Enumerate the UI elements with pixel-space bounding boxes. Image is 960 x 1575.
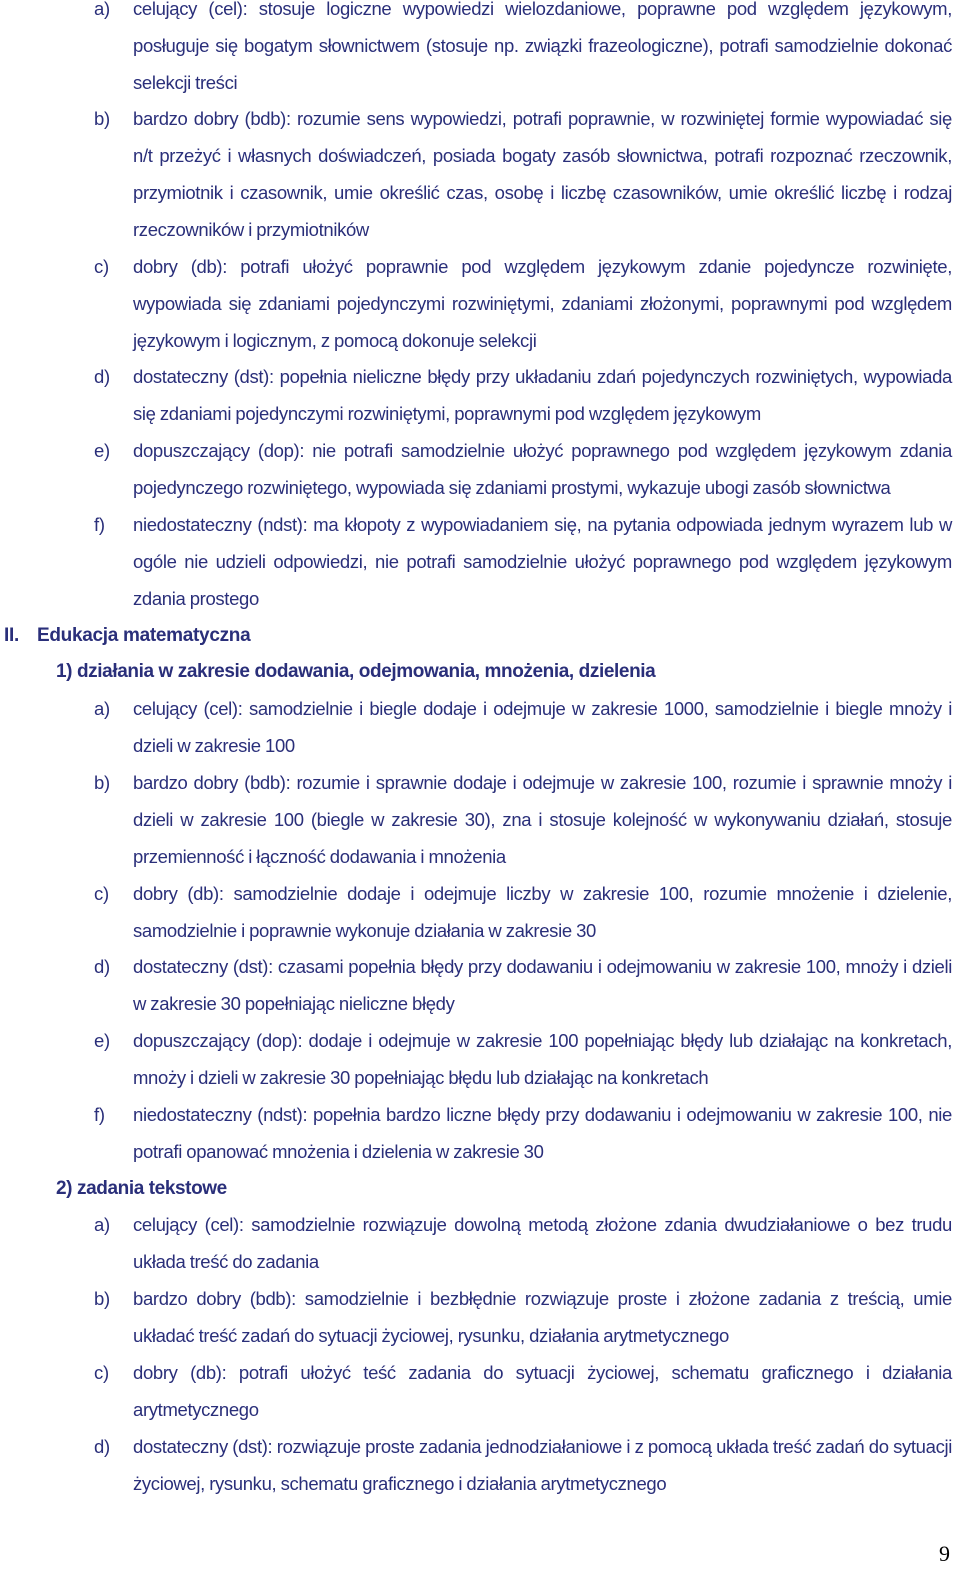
- item-label: e): [94, 440, 110, 461]
- item-label: b): [94, 108, 110, 129]
- item-text: dobry (db): potrafi ułożyć teść zadania do sytuacji życiowej, schematu graficznego i działania arytmetycznego: [133, 1362, 952, 1420]
- item-text: dostateczny (dst): czasami popełnia błędy przy dodawaniu i odejmowaniu w zakresie 100, mnoży i dzieli w zakresie 30 popełniając nieliczne błędy: [133, 956, 952, 1014]
- section-title: Edukacja matematyczna: [37, 625, 251, 646]
- item-label: b): [94, 772, 110, 793]
- page-number: 9: [939, 1541, 950, 1566]
- item-text: niedostateczny (ndst): ma kłopoty z wypowiadaniem się, na pytania odpowiada jednym wyrazem lub w ogóle nie udzieli odpowiedzi, nie potrafi samodzielnie ułożyć poprawnego pod względem językowym zdania prostego: [133, 514, 952, 609]
- item-label: d): [94, 956, 110, 977]
- item-text: celujący (cel): stosuje logiczne wypowiedzi wielozdaniowe, poprawne pod względem językowym, posługuje się bogatym słownictwem (stosuje np. związki frazeologiczne), potrafi samodzielnie dokonać selekcji treści: [133, 0, 952, 93]
- list-item: [94, 765, 952, 876]
- item-label: a): [94, 698, 110, 719]
- subsection-heading: 1) działania w zakresie dodawania, odejmowania, mnożenia, dzielenia: [56, 661, 656, 682]
- item-text: celujący (cel): samodzielnie rozwiązuje dowolną metodą złożone zdania dwudziałaniowe o bez trudu układa treść do zadania: [133, 1214, 952, 1272]
- section-number: II.: [4, 625, 19, 646]
- item-text: dobry (db): potrafi ułożyć poprawnie pod względem językowym zdanie pojedyncze rozwinięte, wypowiada się zdaniami pojedynczymi rozwiniętymi, zdaniami złożonymi, poprawnymi pod względem językowym i logicznym, z pomocą dokonuje selekcji: [133, 256, 952, 351]
- item-text: niedostateczny (ndst): popełnia bardzo liczne błędy przy dodawaniu i odejmowaniu w zakresie 100, nie potrafi opanować mnożenia i dzielenia w zakresie 30: [133, 1104, 952, 1162]
- list-item: [94, 1023, 952, 1097]
- section-heading: [4, 618, 250, 655]
- list-item: [94, 1097, 952, 1171]
- list-item: [94, 949, 952, 1023]
- item-label: d): [94, 1436, 110, 1457]
- subsection-heading: 2) zadania tekstowe: [56, 1178, 227, 1199]
- list-item: [94, 249, 952, 360]
- item-label: a): [94, 0, 110, 19]
- item-label: e): [94, 1030, 110, 1051]
- item-label: c): [94, 1362, 109, 1383]
- list-item: [94, 1207, 952, 1281]
- item-label: d): [94, 366, 110, 387]
- item-label: a): [94, 1214, 110, 1235]
- list-item: [94, 1355, 952, 1429]
- item-text: dopuszczający (dop): dodaje i odejmuje w zakresie 100 popełniając błędy lub działając na konkretach, mnoży i dzieli w zakresie 30 popełniając błędu lub działając na konkretach: [133, 1030, 952, 1088]
- item-label: c): [94, 256, 109, 277]
- list-item: [94, 1281, 952, 1355]
- item-label: b): [94, 1288, 110, 1309]
- item-text: bardzo dobry (bdb): samodzielnie i bezbłędnie rozwiązuje proste i złożone zadania z treścią, umie układać treść zadań do sytuacji życiowej, rysunku, działania arytmetycznego: [133, 1288, 952, 1346]
- list-item: [94, 1429, 952, 1503]
- list-item: [94, 0, 952, 102]
- list-item: [94, 101, 952, 249]
- item-label: f): [94, 514, 105, 535]
- item-text: dostateczny (dst): rozwiązuje proste zadania jednodziałaniowe i z pomocą układa treść zadań do sytuacji życiowej, rysunku, schematu graficznego i działania arytmetycznego: [133, 1436, 952, 1494]
- item-label: f): [94, 1104, 105, 1125]
- list-item: [94, 359, 952, 433]
- item-text: bardzo dobry (bdb): rozumie sens wypowiedzi, potrafi poprawnie, w rozwiniętej formie wypowiadać się n/t przeżyć i własnych doświadczeń, posiada bogaty zasób słownictwa, potrafi rozpoznać rzeczownik, przymiotnik i czasownik, umie określić czas, osobę i liczbę czasowników, umie określić liczbę i rodzaj rzeczowników i przymiotników: [133, 108, 952, 240]
- item-label: c): [94, 883, 109, 904]
- item-text: bardzo dobry (bdb): rozumie i sprawnie dodaje i odejmuje w zakresie 100, rozumie i sprawnie mnoży i dzieli w zakresie 100 (biegle w zakresie 30), zna i stosuje kolejność w wykonywaniu działań, stosuje przemienność i łączność dodawania i mnożenia: [133, 772, 952, 867]
- list-item: [94, 876, 952, 950]
- item-text: dobry (db): samodzielnie dodaje i odejmuje liczby w zakresie 100, rozumie mnożenie i dzielenie, samodzielnie i poprawnie wykonuje działania w zakresie 30: [133, 883, 952, 941]
- item-text: dostateczny (dst): popełnia nieliczne błędy przy układaniu zdań pojedynczych rozwiniętych, wypowiada się zdaniami pojedynczymi rozwiniętymi, poprawnymi pod względem językowym: [133, 366, 952, 424]
- item-text: dopuszczający (dop): nie potrafi samodzielnie ułożyć poprawnego pod względem językowym zdania pojedynczego rozwiniętego, wypowiada się zdaniami prostymi, wykazuje ubogi zasób słownictwa: [133, 440, 952, 498]
- item-text: celujący (cel): samodzielnie i biegle dodaje i odejmuje w zakresie 1000, samodzielnie i biegle mnoży i dzieli w zakresie 100: [133, 698, 952, 756]
- list-item: [94, 691, 952, 765]
- list-item: [94, 433, 952, 507]
- list-item: [94, 507, 952, 618]
